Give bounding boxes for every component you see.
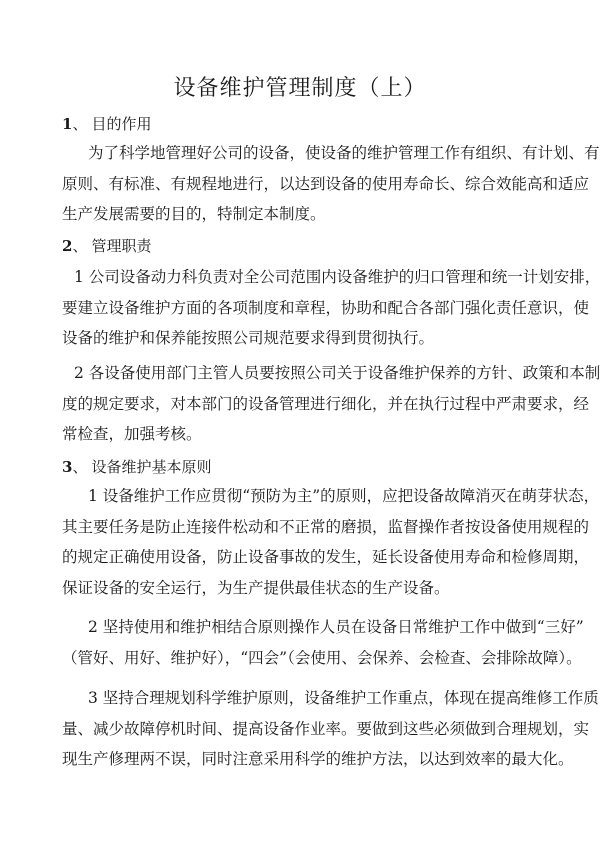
paragraph-line: 2 各设备使用部门主管人员要按照公司关于设备维护保养的方针、政策和本制 bbox=[74, 364, 600, 382]
paragraph-line: 2 坚持使用和维护相结合原则操作人员在设备日常维护工作中做到“三好” bbox=[88, 618, 584, 636]
section-number: 3 bbox=[62, 458, 73, 476]
paragraph-2-1 bbox=[62, 262, 600, 354]
paragraph-line: 常检查，加强考核。 bbox=[62, 425, 202, 444]
paragraph-line: 的规定正确使用设备，防止设备事故的发生，延长设备使用寿命和检修周期， bbox=[62, 548, 590, 567]
paragraph-line: 其主要任务是防止连接件松动和不正常的磨损，监督操作者按设备使用规程的 bbox=[62, 517, 590, 536]
paragraph-line: 量、减少故障停机时间、提高设备作业率。要做到这些必须做到合理规划，实 bbox=[62, 719, 590, 738]
section-title: 设备维护基本原则 bbox=[91, 458, 212, 476]
section-title: 管理职责 bbox=[91, 237, 152, 255]
paragraph-line: 1 设备维护工作应贯彻“预防为主”的原则，应把设备故障消灭在萌芽状态， bbox=[88, 487, 600, 505]
paragraph-line: （管好、用好、维护好），“四会”（会使用、会保养、会检查、会排除故障）。 bbox=[62, 648, 582, 667]
section-title: 目的作用 bbox=[91, 115, 152, 133]
page-title: 设备维护管理制度（上） bbox=[173, 76, 427, 101]
section-heading-1 bbox=[62, 113, 151, 135]
paragraph-line: 3 坚持合理规划科学维护原则，设备维护工作重点，体现在提高维修工作质 bbox=[88, 689, 599, 707]
section-separator: 、 bbox=[72, 237, 88, 255]
section-heading-3 bbox=[62, 456, 211, 478]
paragraph-3-1 bbox=[62, 481, 600, 603]
paragraph-line: 现生产修理两不误，同时注意采用科学的维护方法，以达到效率的最大化。 bbox=[62, 750, 574, 769]
paragraph-line: 1 公司设备动力科负责对全公司范围内设备维护的归口管理和统一计划安排， bbox=[74, 268, 600, 286]
section-separator: 、 bbox=[72, 458, 88, 476]
paragraph-line: 要建立设备维护方面的各项制度和章程，协助和配合各部门强化责任意识，使 bbox=[62, 298, 590, 317]
paragraph-2-2 bbox=[62, 358, 600, 450]
section-separator: 、 bbox=[72, 115, 88, 133]
paragraph-line: 保证设备的安全运行，为生产提供最佳状态的生产设备。 bbox=[62, 578, 450, 597]
paragraph-line: 为了科学地管理好公司的设备，使设备的维护管理工作有组织、有计划、有 bbox=[88, 144, 600, 162]
paragraph-line: 原则、有标准、有规程地进行，以达到设备的使用寿命长、综合效能高和适应 bbox=[62, 174, 590, 193]
paragraph-line: 生产发展需要的目的，特制定本制度。 bbox=[62, 205, 326, 224]
paragraph-3-3 bbox=[62, 683, 599, 775]
section-heading-2 bbox=[62, 235, 151, 257]
paragraph-1-1 bbox=[62, 138, 600, 230]
section-number: 1 bbox=[62, 115, 73, 133]
paragraph-3-2 bbox=[62, 612, 584, 673]
paragraph-line: 设备的维护和保养能按照公司规范要求得到贯彻执行。 bbox=[62, 329, 435, 348]
paragraph-line: 度的规定要求，对本部门的设备管理进行细化，并在执行过程中严肃要求，经 bbox=[62, 394, 590, 413]
section-number: 2 bbox=[62, 237, 73, 255]
